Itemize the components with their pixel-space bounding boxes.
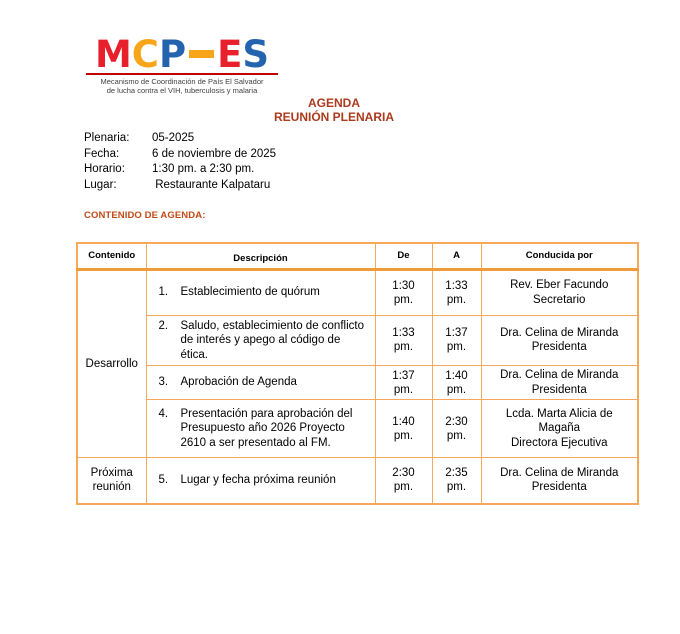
time-ampm: pm. xyxy=(393,293,414,306)
time-to-cell xyxy=(432,269,481,315)
desc-cell xyxy=(146,315,375,366)
time-to-cell xyxy=(432,458,481,504)
item-text: Presentación para aprobación del Presupuesto año 2026 Proyecto 2610 a ser presentado al FM. xyxy=(180,407,353,449)
time-from-cell xyxy=(375,315,432,366)
conducted-by-cell xyxy=(481,458,638,504)
time-to-cell xyxy=(432,366,481,400)
person-name: Rev. Eber Facundo xyxy=(510,279,609,291)
info-value: 1:30 pm. a 2:30 pm. xyxy=(152,163,255,175)
table-row xyxy=(77,315,638,366)
table-row xyxy=(77,400,638,458)
item-text: Saludo, establecimiento de conflicto de interés y apego al código de ética. xyxy=(180,319,364,361)
desc-cell xyxy=(146,269,375,315)
time-from-cell xyxy=(375,400,432,458)
person-name: Dra. Celina de Miranda xyxy=(500,326,619,339)
info-value: Restaurante Kalpataru xyxy=(152,178,271,191)
conducted-by-cell xyxy=(481,269,638,315)
time-value: 1:40 xyxy=(445,369,468,382)
item-text: Establecimiento de quórum xyxy=(180,286,320,299)
time-ampm: pm. xyxy=(446,383,467,396)
info-label: Lugar: xyxy=(84,178,117,191)
person-name: Lcda. Marta Alicia de Magaña xyxy=(505,407,613,435)
time-ampm: pm. xyxy=(393,383,414,396)
person-name: Dra. Celina de Miranda xyxy=(500,369,619,381)
header-cell-de: De xyxy=(375,243,432,269)
item-number: 3. xyxy=(158,376,169,389)
time-value: 1:33 xyxy=(392,327,415,340)
time-value: 2:35 xyxy=(445,467,468,480)
person-name: Dra. Celina de Miranda xyxy=(500,466,619,479)
item-text: Lugar y fecha próxima reunión xyxy=(180,474,336,486)
table-row xyxy=(77,269,638,315)
desc-cell xyxy=(146,366,375,400)
title-line-agenda: AGENDA xyxy=(307,96,360,110)
time-value: 1:37 xyxy=(392,369,415,382)
time-value: 2:30 xyxy=(445,415,468,428)
header-cell-a: A xyxy=(432,243,481,269)
info-row-lugar xyxy=(84,178,680,194)
title-line-reunion: REUNIÓN PLENARIA xyxy=(273,109,394,124)
section-heading-contenido: CONTENIDO DE AGENDA: xyxy=(84,210,206,221)
table-row xyxy=(77,366,638,400)
time-value: 1:40 xyxy=(392,415,415,428)
mcp-es-logo xyxy=(86,33,278,95)
logo-letter-s: S xyxy=(242,33,270,76)
info-label: Plenaria: xyxy=(84,132,130,144)
time-to-cell xyxy=(432,315,481,366)
table-row xyxy=(77,458,638,504)
time-ampm: pm. xyxy=(446,341,467,354)
item-number: 5. xyxy=(158,474,169,486)
time-ampm: pm. xyxy=(446,293,467,306)
agenda-table xyxy=(76,242,639,505)
info-label: Horario: xyxy=(84,163,125,175)
item-number: 4. xyxy=(158,407,169,420)
logo-wordmark xyxy=(86,33,278,76)
person-role: Presidenta xyxy=(531,481,587,494)
info-value: 05-2025 xyxy=(152,132,195,144)
time-value: 1:37 xyxy=(445,327,468,340)
group-cell-desarrollo: Desarrollo xyxy=(77,269,146,458)
logo-subtitle-line2: de lucha contra el VIH, tuberculosis y malaria xyxy=(106,85,258,95)
time-to-cell xyxy=(432,400,481,458)
logo-letter-c: C xyxy=(131,33,159,76)
person-role: Presidenta xyxy=(531,383,587,396)
person-role: Secretario xyxy=(533,293,586,306)
time-from-cell xyxy=(375,269,432,315)
time-from-cell xyxy=(375,458,432,504)
person-role: Presidenta xyxy=(531,341,587,354)
time-ampm: pm. xyxy=(446,429,467,442)
table-header-row xyxy=(77,243,638,269)
header-cell-conducida: Conducida por xyxy=(481,243,638,269)
info-row-horario xyxy=(84,162,680,178)
time-ampm: pm. xyxy=(446,481,467,494)
header-cell-contenido: Contenido xyxy=(77,243,146,269)
desc-cell xyxy=(146,400,375,458)
logo-letter-p: P xyxy=(158,33,187,76)
conducted-by-cell xyxy=(481,366,638,400)
meeting-info xyxy=(84,131,680,193)
time-from-cell xyxy=(375,366,432,400)
time-ampm: pm. xyxy=(393,481,414,494)
logo-letter-m: M xyxy=(94,33,132,76)
item-text: Aprobación de Agenda xyxy=(180,376,297,389)
info-label: Fecha: xyxy=(84,147,120,160)
info-row-plenaria xyxy=(84,131,680,147)
conducted-by-cell xyxy=(481,315,638,366)
item-number: 1. xyxy=(158,286,169,299)
person-role: Directora Ejecutiva xyxy=(510,436,608,449)
item-number: 2. xyxy=(158,319,169,332)
logo-subtitle-line1: Mecanismo de Coordinación de País El Salvador xyxy=(100,77,264,86)
group-cell-proxima-reunion: Próxima reunión xyxy=(77,458,146,504)
time-ampm: pm. xyxy=(393,429,414,442)
conducted-by-cell xyxy=(481,400,638,458)
logo-letter-e: E xyxy=(217,33,243,76)
desc-cell xyxy=(146,458,375,504)
info-value: 6 de noviembre de 2025 xyxy=(152,147,277,160)
time-value: 2:30 xyxy=(392,467,415,480)
time-value: 1:30 xyxy=(392,279,415,292)
time-value: 1:33 xyxy=(445,279,468,292)
document-page xyxy=(0,33,680,634)
document-title xyxy=(0,97,674,124)
header-cell-descripcion: Descripción xyxy=(146,243,375,269)
time-ampm: pm. xyxy=(393,341,414,354)
logo-dash-icon xyxy=(189,50,214,58)
info-row-fecha xyxy=(84,147,680,163)
